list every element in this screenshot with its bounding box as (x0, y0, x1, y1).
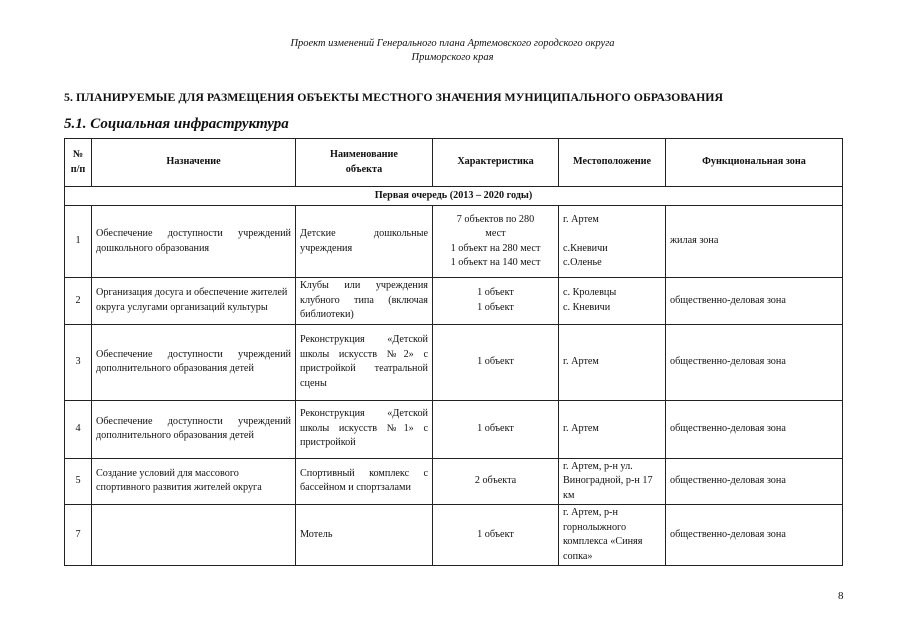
row-purpose: Обеспечение доступности учреждений дошкольного образования (92, 206, 296, 278)
column-header-zone: Функциональная зона (666, 139, 843, 187)
row-location: г. Артем (559, 324, 666, 400)
row-characteristic: 7 объектов по 280 мест 1 объект на 280 мест 1 объект на 140 мест (433, 206, 559, 278)
header-line-2: Приморского края (411, 52, 494, 63)
document-header (0, 37, 905, 65)
row-object: Клубы или учреждения клубного типа (включая библиотеки) (296, 278, 433, 325)
table-row (65, 206, 843, 278)
subsection-title: 5.1. Социальная инфраструктура (64, 116, 289, 132)
infrastructure-table (64, 138, 843, 566)
row-zone: общественно-деловая зона (666, 400, 843, 458)
header-line-1: Проект изменений Генерального плана Артемовского городского округа (290, 38, 615, 49)
row-purpose: Обеспечение доступности учреждений дополнительного образования детей (92, 400, 296, 458)
row-number: 1 (65, 206, 92, 278)
section-title: 5. ПЛАНИРУЕМЫЕ ДЛЯ РАЗМЕЩЕНИЯ ОБЪЕКТЫ МЕСТНОГО ЗНАЧЕНИЯ МУНИЦИПАЛЬНОГО ОБРАЗОВАНИЯ (64, 90, 724, 104)
page-number: 8 (838, 590, 844, 602)
column-header-purpose: Назначение (92, 139, 296, 187)
row-characteristic: 2 объекта (433, 458, 559, 505)
table-row (65, 400, 843, 458)
row-location: г. Артем, р-н горнолыжного комплекса «Синяя сопка» (559, 505, 666, 566)
column-header-num: № п/п (65, 139, 92, 187)
column-header-location: Местоположение (559, 139, 666, 187)
row-number: 7 (65, 505, 92, 566)
column-header-characteristic: Характеристика (433, 139, 559, 187)
row-characteristic: 1 объект (433, 324, 559, 400)
queue-title: Первая очередь (2013 – 2020 годы) (65, 187, 843, 206)
row-location: г. Артем (559, 400, 666, 458)
row-object: Спортивный комплекс с бассейном и спортзалами (296, 458, 433, 505)
row-zone: жилая зона (666, 206, 843, 278)
row-number: 4 (65, 400, 92, 458)
row-characteristic: 1 объект (433, 505, 559, 566)
row-number: 5 (65, 458, 92, 505)
row-characteristic: 1 объект 1 объект (433, 278, 559, 325)
row-purpose (92, 505, 296, 566)
row-number: 2 (65, 278, 92, 325)
table-header-row (65, 139, 843, 187)
table-row (65, 458, 843, 505)
row-location: г. Артем с.Кневичи с.Оленье (559, 206, 666, 278)
row-zone: общественно-деловая зона (666, 278, 843, 325)
table-row (65, 278, 843, 325)
row-purpose: Обеспечение доступности учреждений дополнительного образования детей (92, 324, 296, 400)
row-location: с. Кролевцы с. Кневичи (559, 278, 666, 325)
row-zone: общественно-деловая зона (666, 505, 843, 566)
column-header-object: Наименование объекта (296, 139, 433, 187)
row-characteristic: 1 объект (433, 400, 559, 458)
row-number: 3 (65, 324, 92, 400)
row-location: г. Артем, р-н ул. Виноградной, р-н 17 км (559, 458, 666, 505)
row-object: Реконструкция «Детской школы искусств №1» с пристройкой (296, 400, 433, 458)
table-row (65, 324, 843, 400)
queue-row (65, 187, 843, 206)
row-object: Мотель (296, 505, 433, 566)
row-purpose: Организация досуга и обеспечение жителей округа услугами организаций культуры (92, 278, 296, 325)
row-object: Детские дошкольные учреждения (296, 206, 433, 278)
row-zone: общественно-деловая зона (666, 458, 843, 505)
row-purpose: Создание условий для массового спортивного развития жителей округа (92, 458, 296, 505)
row-object: Реконструкция «Детской школы искусств №2» с пристройкой театральной сцены (296, 324, 433, 400)
table-row (65, 505, 843, 566)
row-zone: общественно-деловая зона (666, 324, 843, 400)
